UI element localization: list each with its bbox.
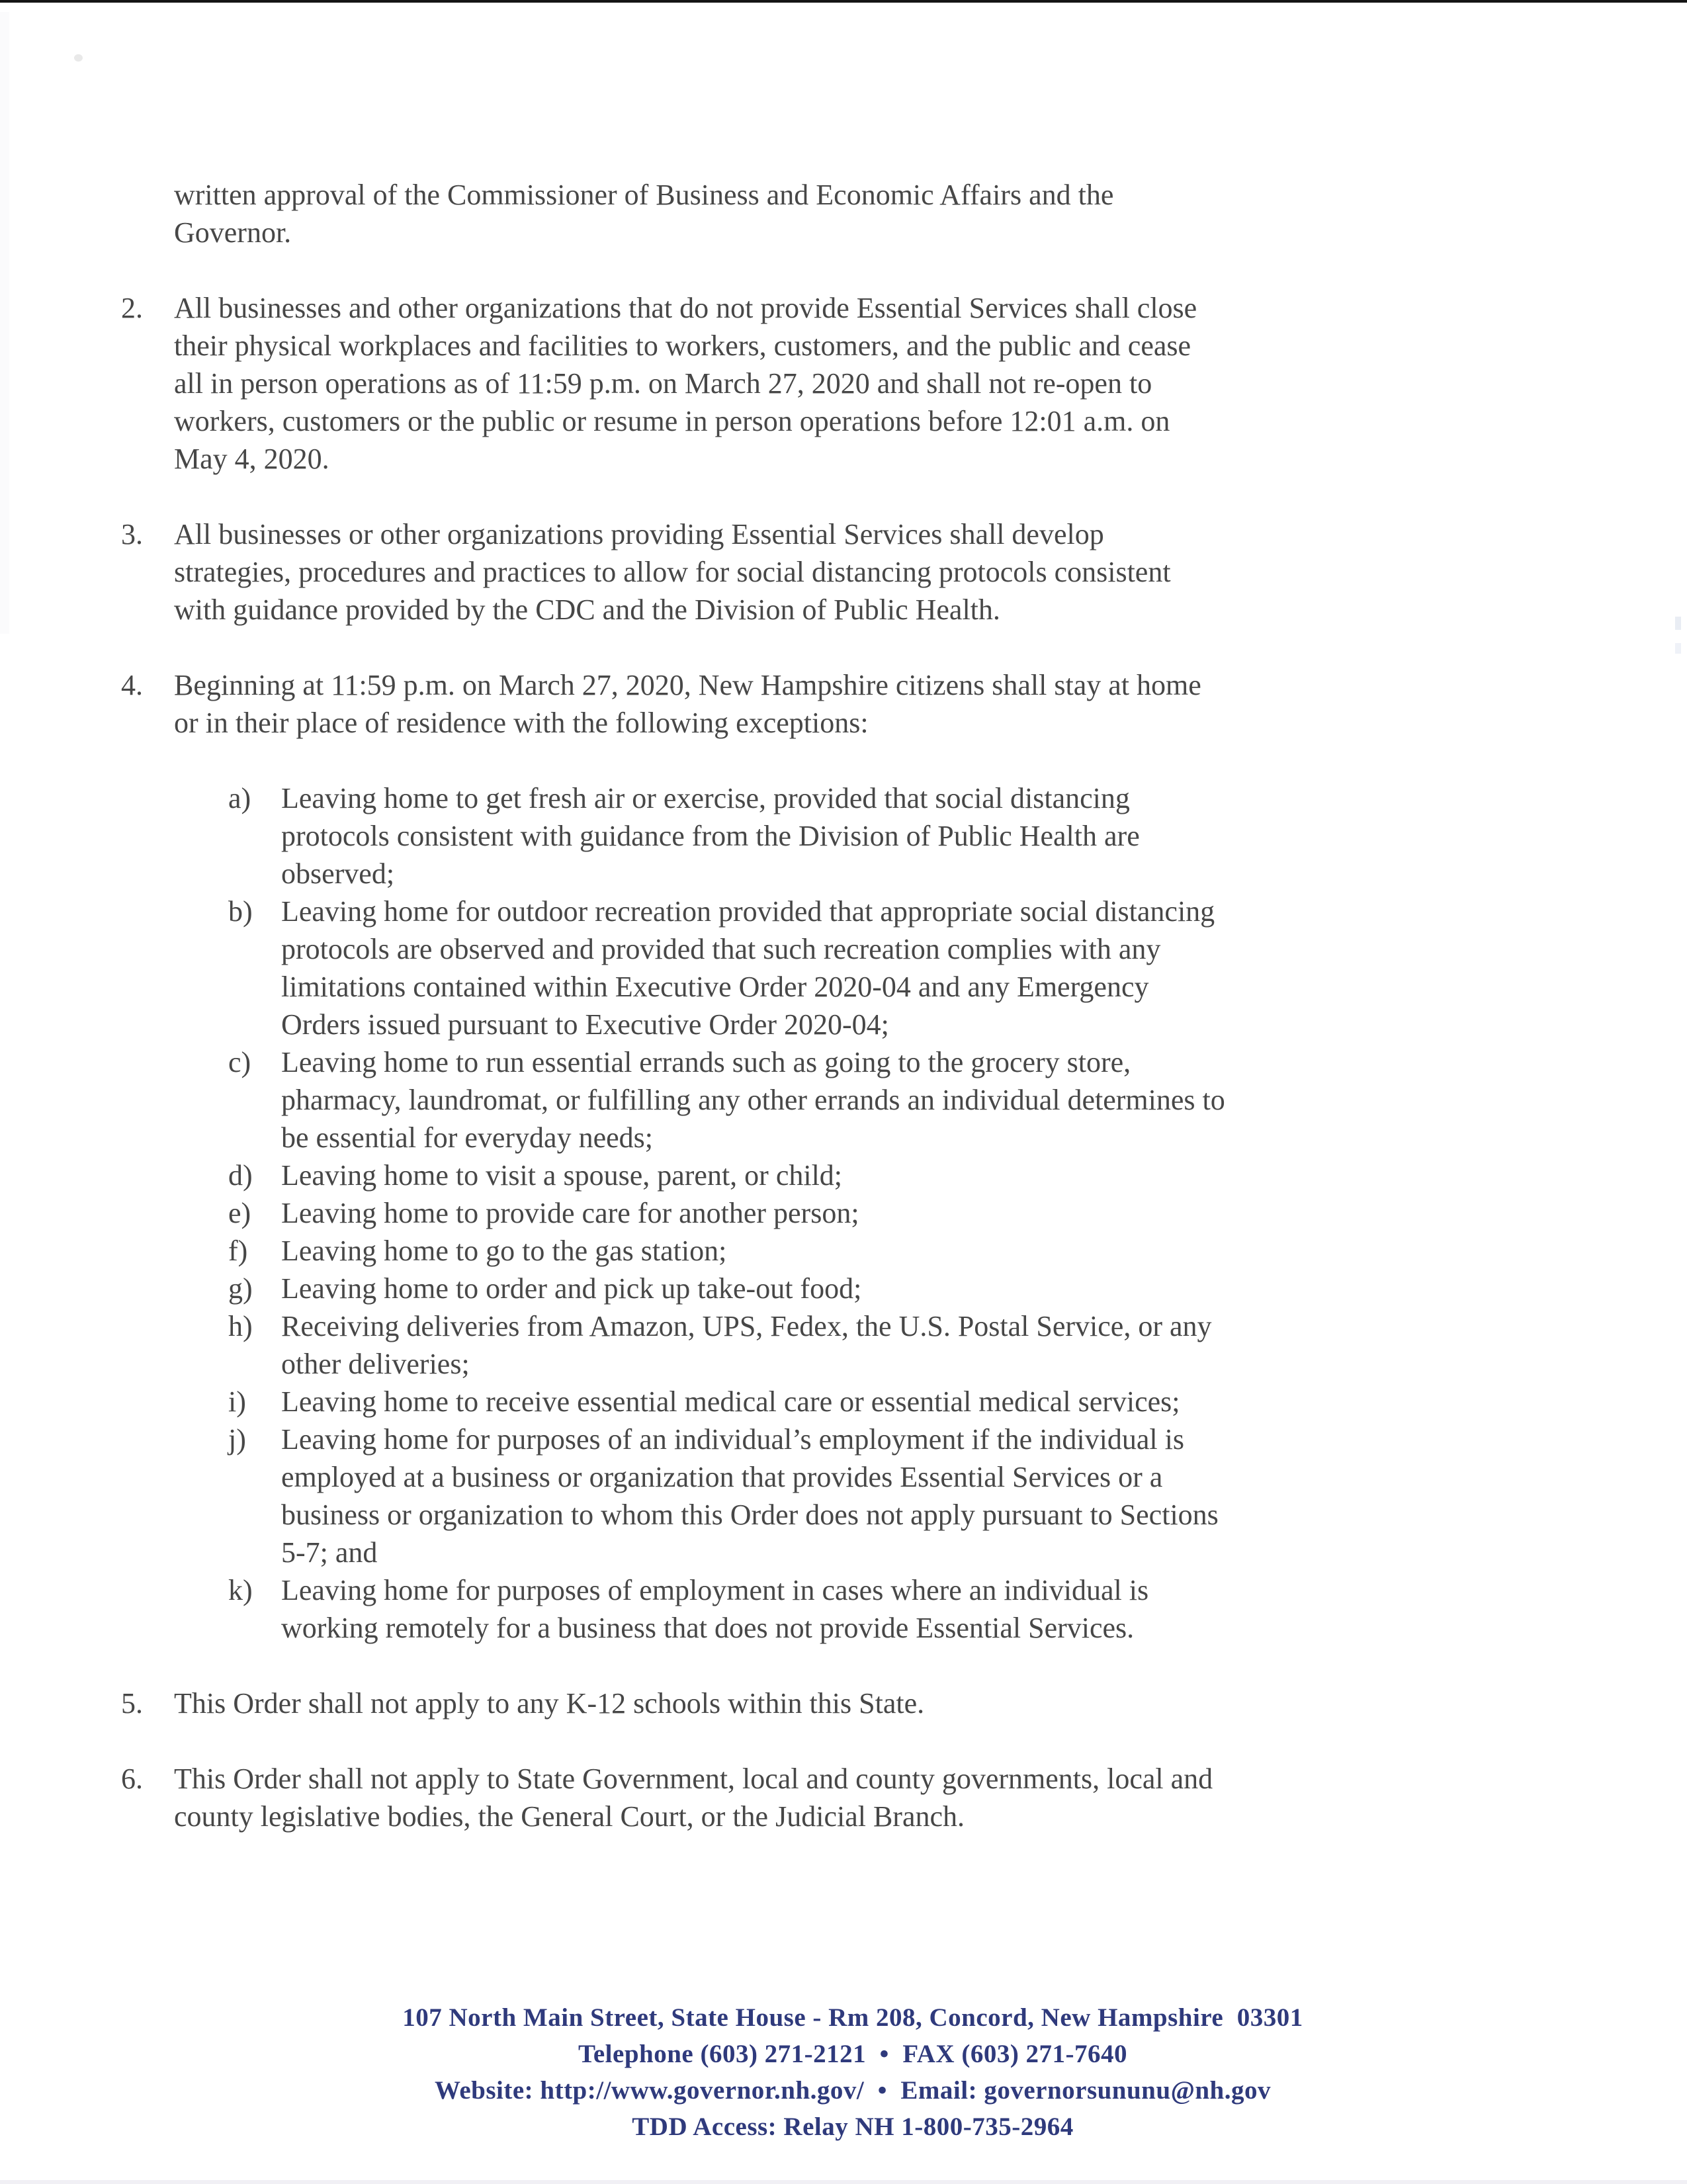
- subitem-letter: i): [228, 1385, 246, 1418]
- text-line: workers, customers or the public or resume in person operations before 12:01 a.m. on: [174, 405, 1170, 437]
- footer-phone-fax-line: Telephone (603) 271-2121 • FAX (603) 271-7640: [578, 2040, 1128, 2068]
- order-item-4: [121, 666, 1411, 742]
- text-line: business or organization to whom this Order does not apply pursuant to Sections: [281, 1499, 1219, 1531]
- exception-item-i: [228, 1383, 1411, 1420]
- order-item-3: [121, 515, 1411, 629]
- text-line: other deliveries;: [281, 1348, 470, 1380]
- item-number: 6.: [121, 1763, 143, 1795]
- text-line: Leaving home to get fresh air or exercise, provided that social distancing: [281, 782, 1130, 814]
- text-line: written approval of the Commissioner of Business and Economic Affairs and the: [174, 179, 1114, 211]
- subitem-letter: b): [228, 895, 253, 928]
- text-line: protocols consistent with guidance from the Division of Public Health are: [281, 820, 1140, 852]
- text-line: be essential for everyday needs;: [281, 1121, 653, 1154]
- scan-speck: [74, 54, 83, 62]
- text-line: Leaving home to run essential errands such as going to the grocery store,: [281, 1046, 1131, 1078]
- exception-item-c: [228, 1043, 1411, 1157]
- text-line: observed;: [281, 857, 395, 890]
- order-item-2: [121, 289, 1411, 478]
- exception-item-f: [228, 1232, 1411, 1270]
- scan-edge-left: [0, 12, 9, 634]
- text-line: county legislative bodies, the General Court, or the Judicial Branch.: [174, 1800, 965, 1833]
- subitem-letter: f): [228, 1235, 248, 1267]
- text-line: Leaving home for purposes of employment in cases where an individual is: [281, 1574, 1149, 1606]
- scan-noise-right: [1675, 643, 1681, 654]
- subitem-letter: h): [228, 1310, 253, 1342]
- text-line: Leaving home to order and pick up take-out food;: [281, 1272, 862, 1305]
- text-line: Leaving home to go to the gas station;: [281, 1235, 727, 1267]
- exception-item-a: [228, 779, 1411, 893]
- subitem-letter: g): [228, 1272, 253, 1305]
- scan-edge-bottom: [0, 2180, 1687, 2184]
- text-line: Beginning at 11:59 p.m. on March 27, 2020, New Hampshire citizens shall stay at home: [174, 669, 1201, 701]
- text-line: working remotely for a business that does not provide Essential Services.: [281, 1612, 1135, 1644]
- text-line: protocols are observed and provided that such recreation complies with any: [281, 933, 1161, 965]
- order-text-block: [121, 176, 1411, 1835]
- text-line: strategies, procedures and practices to allow for social distancing protocols consistent: [174, 556, 1171, 588]
- exception-item-h: [228, 1307, 1411, 1383]
- scan-edge-top: [0, 0, 1687, 3]
- text-line: employed at a business or organization that provides Essential Services or a: [281, 1461, 1163, 1493]
- subitem-letter: j): [228, 1423, 246, 1456]
- footer-website-email-line: Website: http://www.governor.nh.gov/ • Email: governorsununu@nh.gov: [435, 2076, 1271, 2105]
- letterhead-footer: [0, 1999, 1687, 2145]
- subitem-letter: a): [228, 782, 251, 814]
- text-line: Orders issued pursuant to Executive Order 2020-04;: [281, 1008, 889, 1041]
- text-line: Receiving deliveries from Amazon, UPS, Fedex, the U.S. Postal Service, or any: [281, 1310, 1212, 1342]
- text-line: Governor.: [174, 216, 292, 249]
- order-paragraph-continuation: [174, 176, 1411, 251]
- footer-address-line: 107 North Main Street, State House - Rm 208, Concord, New Hampshire 03301: [402, 2003, 1303, 2032]
- exception-item-e: [228, 1194, 1411, 1232]
- text-line: all in person operations as of 11:59 p.m. on March 27, 2020 and shall not re-open to: [174, 367, 1152, 400]
- text-line: All businesses and other organizations that do not provide Essential Services shall close: [174, 292, 1197, 324]
- text-line: 5-7; and: [281, 1536, 378, 1569]
- text-line: May 4, 2020.: [174, 443, 329, 475]
- text-line: pharmacy, laundromat, or fulfilling any other errands an individual determines to: [281, 1084, 1225, 1116]
- item-number: 3.: [121, 518, 143, 550]
- subitem-letter: k): [228, 1574, 253, 1606]
- text-line: with guidance provided by the CDC and the Division of Public Health.: [174, 593, 1000, 626]
- text-line: Leaving home for outdoor recreation provided that appropriate social distancing: [281, 895, 1215, 928]
- item-number: 4.: [121, 669, 143, 701]
- exception-item-j: [228, 1420, 1411, 1571]
- item-number: 5.: [121, 1687, 143, 1720]
- exception-item-d: [228, 1157, 1411, 1194]
- text-line: Leaving home to receive essential medical care or essential medical services;: [281, 1385, 1180, 1418]
- text-line: Leaving home to provide care for another person;: [281, 1197, 859, 1229]
- exception-item-k: [228, 1571, 1411, 1647]
- order-item-5: [121, 1684, 1411, 1722]
- subitem-letter: d): [228, 1159, 253, 1192]
- exception-item-b: [228, 893, 1411, 1043]
- footer-tdd-line: TDD Access: Relay NH 1-800-735-2964: [632, 2113, 1074, 2141]
- order-item-4-exceptions-list: [228, 779, 1411, 1647]
- text-line: This Order shall not apply to any K-12 schools within this State.: [174, 1687, 925, 1720]
- subitem-letter: e): [228, 1197, 251, 1229]
- subitem-letter: c): [228, 1046, 251, 1078]
- text-line: This Order shall not apply to State Government, local and county governments, local and: [174, 1763, 1213, 1795]
- text-line: Leaving home to visit a spouse, parent, or child;: [281, 1159, 843, 1192]
- text-line: Leaving home for purposes of an individual’s employment if the individual is: [281, 1423, 1184, 1456]
- scan-noise-right: [1675, 617, 1681, 630]
- text-line: limitations contained within Executive Order 2020-04 and any Emergency: [281, 971, 1149, 1003]
- text-line: All businesses or other organizations providing Essential Services shall develop: [174, 518, 1104, 550]
- text-line: or in their place of residence with the following exceptions:: [174, 707, 869, 739]
- item-number: 2.: [121, 292, 143, 324]
- text-line: their physical workplaces and facilities to workers, customers, and the public and cease: [174, 329, 1191, 362]
- exception-item-g: [228, 1270, 1411, 1307]
- order-item-6: [121, 1760, 1411, 1835]
